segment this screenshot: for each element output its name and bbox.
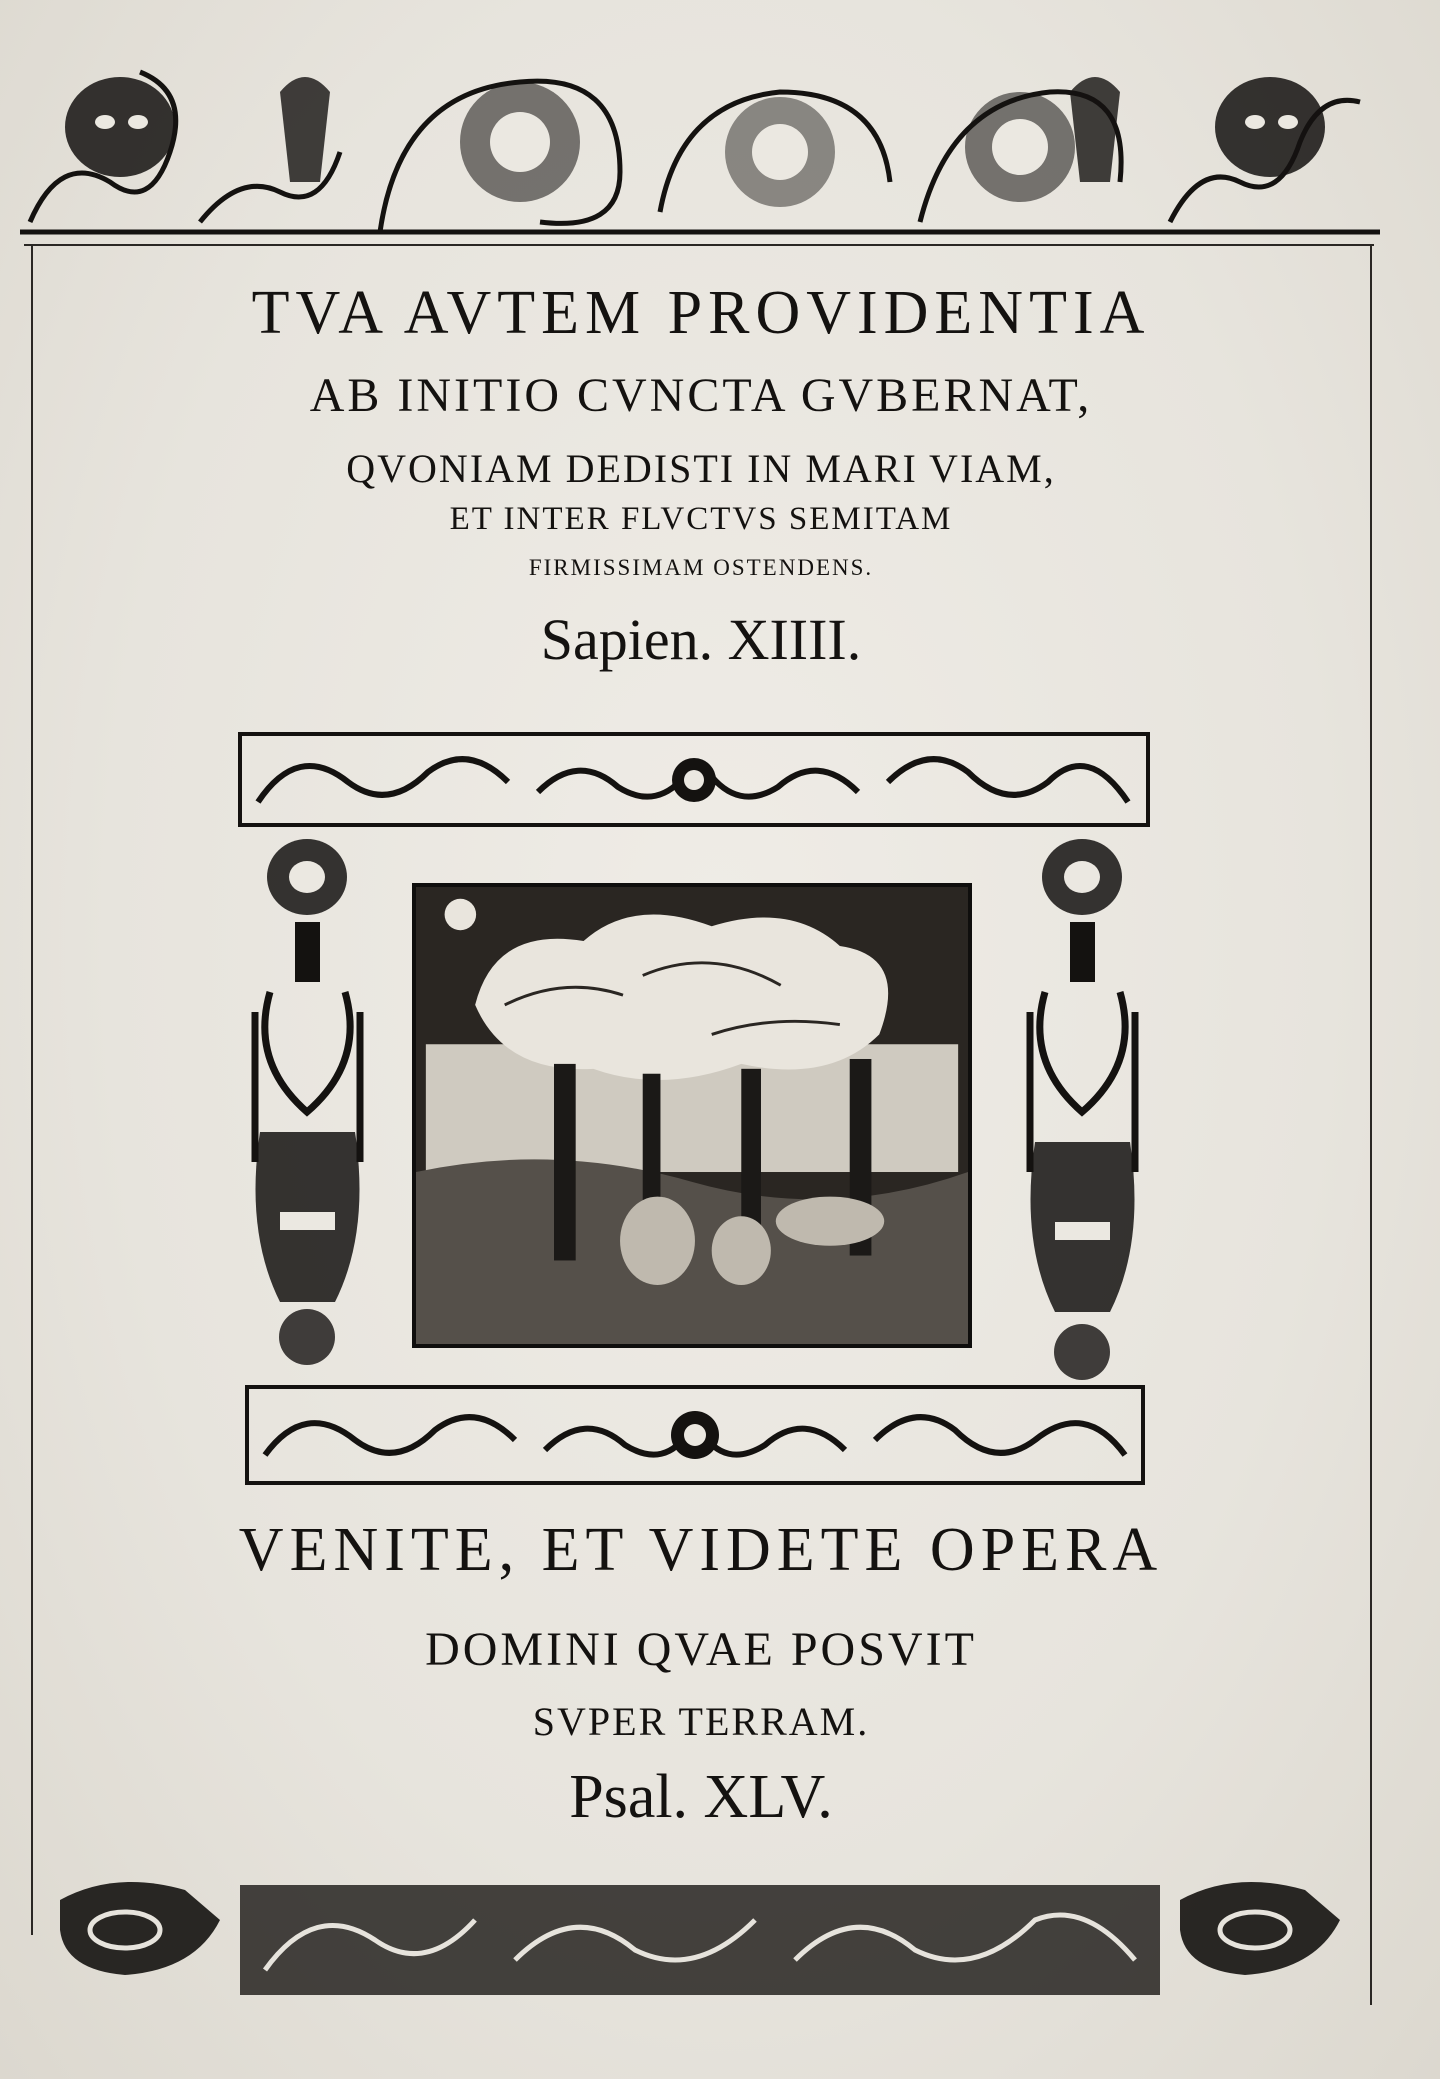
frame-left-rule bbox=[31, 245, 33, 1935]
inscription-line-1: TVA AVTEM PROVIDENTIA bbox=[251, 279, 1151, 347]
frame-left-pillar bbox=[240, 832, 375, 1372]
inscription-line-9: SVPER TERRAM. bbox=[532, 1699, 870, 1744]
inscription-line-5: FIRMISSIMAM OSTENDENS. bbox=[528, 555, 874, 580]
scripture-reference-psalm: Psal. XLV. bbox=[569, 1763, 833, 1831]
frame-top-ornament bbox=[238, 732, 1150, 827]
frame-right-rule bbox=[1370, 245, 1372, 2005]
inscription-line-7: VENITE, ET VIDETE OPERA bbox=[238, 1516, 1164, 1584]
creation-woodcut-illustration bbox=[412, 883, 972, 1348]
bottom-ornament-band bbox=[55, 1860, 1345, 2010]
scripture-reference-wisdom: Sapien. XIIII. bbox=[540, 607, 862, 672]
frame-top-rule bbox=[24, 244, 1374, 246]
frame-bottom-ornament bbox=[245, 1385, 1145, 1485]
frame-right-pillar bbox=[1015, 832, 1150, 1392]
inscription-line-2: AB INITIO CVNCTA GVBERNAT, bbox=[309, 369, 1093, 422]
inscription-line-3: QVONIAM DEDISTI IN MARI VIAM, bbox=[346, 446, 1056, 491]
inscription-line-8: DOMINI QVAE POSVIT bbox=[425, 1623, 977, 1676]
top-ornament-band bbox=[20, 32, 1380, 242]
inscription-line-4: ET INTER FLVCTVS SEMITAM bbox=[449, 501, 953, 537]
